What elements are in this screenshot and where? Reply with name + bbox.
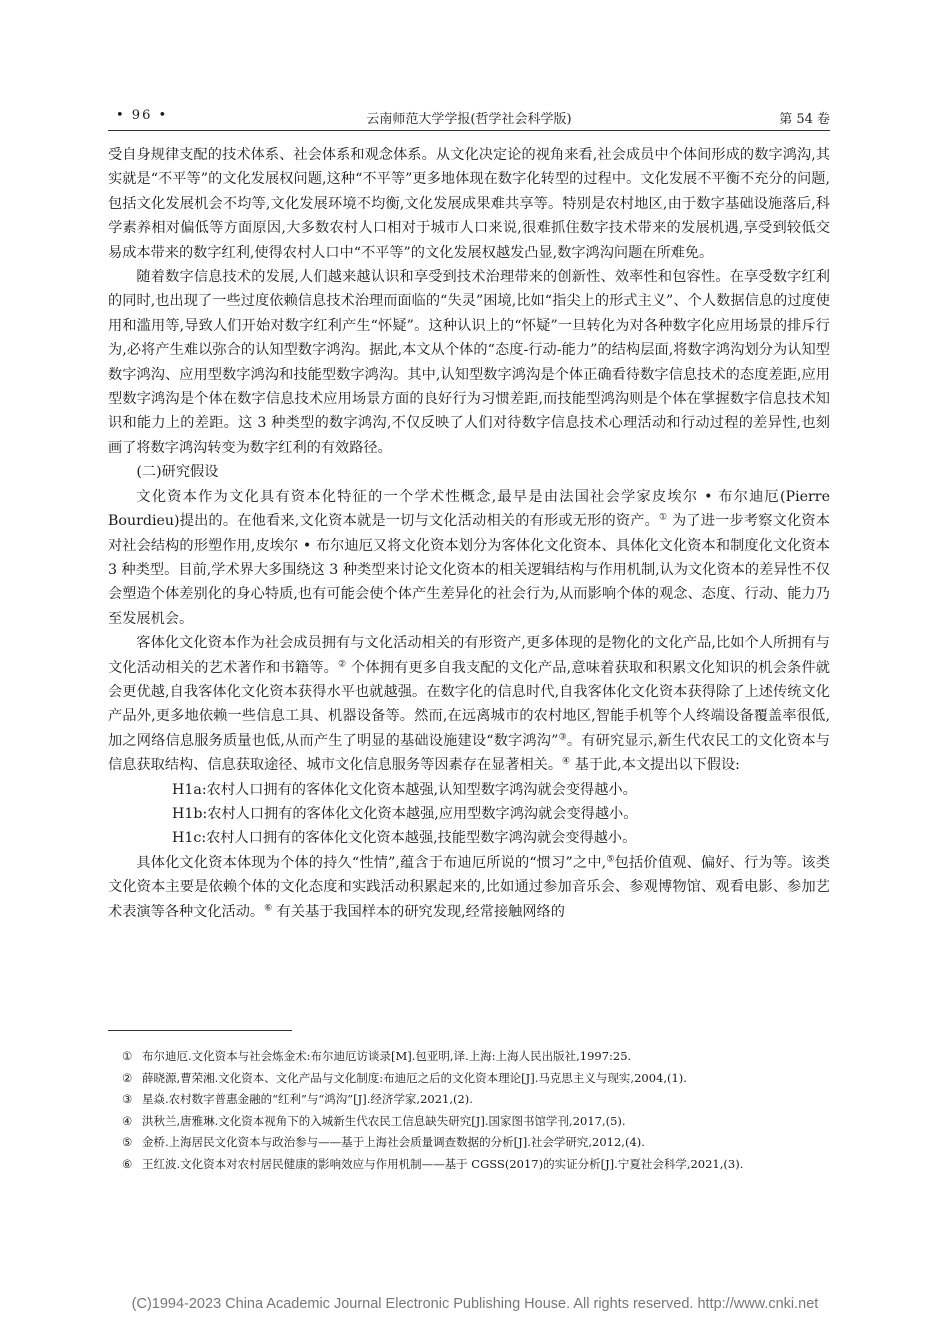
footnote-text: 星焱.农村数字普惠金融的“红利”与“鸿沟”[J].经济学家,2021,(2). — [142, 1092, 473, 1106]
footnote-ref-3[interactable]: ③ — [558, 732, 567, 743]
footnote-mark: ④ — [122, 1113, 133, 1128]
footnote-ref-1[interactable]: ① — [659, 512, 668, 523]
hypothesis-h1c: H1c:农村人口拥有的客体化文化资本越强,技能型数字鸿沟就会变得越小。 — [172, 830, 637, 847]
text-run: 个体拥有更多自我支配的文化产品,意味着获取和积累文化知识的机会条件就会更优越,自我客体化文化资本获得水平也就越强。在数字化的信息时代,自我客体化文化资本获得除了上述传统文化产品外,更多地依赖一些信息工具、机器设备等。然而,在远离城市的农村地区,智能手机等个人终端设备覆盖率很低,加之网络信息服务质量也低,从而产生了明显的基础设施建设“数字鸿沟” — [108, 659, 830, 749]
copyright-footer: (C)1994-2023 China Academic Journal Electronic Publishing House. All rights reserved. http://www.cnki.net — [131, 1296, 819, 1312]
paragraph-embodied-capital — [108, 851, 830, 924]
footnote-3 — [108, 1089, 830, 1111]
footnote-1 — [108, 1046, 830, 1068]
footnote-text: 金桥.上海居民文化资本与政治参与——基于上海社会质量调查数据的分析[J].社会学研究,2012,(4). — [142, 1135, 645, 1149]
text-run: 文化资本作为文化具有资本化特征的一个学术性概念,最早是由法国社会学家皮埃尔 • 布尔迪厄(Pierre Bourdieu)提出的。在他看来,文化资本就是一切与文化活动相关的有形或无形的资产。 — [108, 488, 830, 530]
footnote-text: 布尔迪厄.文化资本与社会炼金术:布尔迪厄访谈录[M].包亚明,译.上海:上海人民出版社,1997:25. — [142, 1049, 632, 1063]
running-header — [108, 106, 830, 131]
footnotes — [108, 1046, 830, 1175]
footnote-mark: ① — [122, 1049, 133, 1063]
footnote-mark: ⑤ — [122, 1135, 133, 1149]
footnote-ref-2[interactable]: ② — [338, 658, 347, 669]
footnote-mark: ③ — [122, 1092, 133, 1106]
footnote-text: 洪秋兰,唐雅琳.文化资本视角下的入城新生代农民工信息缺失研究[J].国家图书馆学刊,2017,(5). — [142, 1113, 626, 1128]
paragraph-cultural-capital — [108, 485, 830, 631]
footnote-4 — [108, 1111, 830, 1133]
hypothesis-h1b: H1b:农村人口拥有的客体化文化资本越强,应用型数字鸿沟就会变得越小。 — [172, 805, 638, 822]
text-run: 有关基于我国样本的研究发现,经常接触网络的 — [276, 903, 565, 920]
footnote-text: 薛晓源,曹荣湘.文化资本、文化产品与文化制度:布迪厄之后的文化资本理论[J].马克思主义与现实,2004,(1). — [142, 1070, 687, 1085]
text-run: 客体化文化资本作为社会成员拥有与文化活动相关的有形资产,更多体现的是物化的文化产品,比如个人所拥有与文化活动相关的艺术著作和书籍等。 — [108, 635, 830, 676]
text-run: 。有研究显示,新生代农民工的文化资本与信息获取结构、信息获取途径、城市文化信息服务等因素存在显著相关。 — [108, 732, 830, 774]
hypothesis-h1a: H1a:农村人口拥有的客体化文化资本越强,认知型数字鸿沟就会变得越小。 — [172, 781, 637, 798]
text-run: 为了进一步考察文化资本对社会结构的形塑作用,皮埃尔 • 布尔迪厄又将文化资本划分为客体化文化资本、具体化文化资本和制度化文化资本 3 种类型。目前,学术界大多围绕这 3 种类型来讨论文化资本的相关逻辑结构与作用机制,认为文化资本的差异性不仅会塑造个体差别化的身心特质,也有可能会使个体产生差异化的社会行为,从而影响个体的观念、态度、行动、能力乃至发展机会。 — [108, 513, 830, 627]
journal-title: 云南师范大学学报(哲学社会科学版) — [366, 112, 572, 127]
text-run: 包括价值观、偏好、行为等。该类文化资本主要是依赖个体的文化态度和实践活动积累起来的,比如通过参加音乐会、参观博物馆、观看电影、参加艺术表演等各种文化活动。 — [108, 854, 830, 920]
footnote-ref-5[interactable]: ⑤ — [606, 854, 615, 865]
paragraph-continued: 受自身规律支配的技术体系、社会体系和观念体系。从文化决定论的视角来看,社会成员中个体间形成的数字鸿沟,其实就是“不平等”的文化发展权问题,这种“不平等”更多地体现在数字化转型的过程中。文化发展不平衡不充分的问题,包括文化发展机会不均等,文化发展环境不均衡,文化发展成果难共享等。特别是农村地区,由于数字基础设施落后,科学素养相对偏低等方面原因,大多数农村人口相对于城市人口来说,很难抓住数字技术带来的发展机遇,享受到较低交易成本带来的数字红利,使得农村人口中“不平等”的文化发展权越发凸显,数字鸿沟问题在所难免。 — [108, 147, 830, 261]
paragraph-digital-divide-types: 随着数字信息技术的发展,人们越来越认识和享受到技术治理带来的创新性、效率性和包容性。在享受数字红利的同时,也出现了一些过度依赖信息技术治理而面临的“失灵”困境,比如“指尖上的形式主义”、个人数据信息的过度使用和滥用等,导致人们开始对数字红利产生“怀疑”。这种认识上的“怀疑”一旦转化为对各种数字化应用场景的排斥行为,必将产生难以弥合的认知型数字鸿沟。据此,本文从个体的“态度-行动-能力”的结构层面,将数字鸿沟划分为认知型数字鸿沟、应用型数字鸿沟和技能型数字鸿沟。其中,认知型数字鸿沟是个体正确看待数字信息技术的态度差距,应用型数字鸿沟是个体在数字信息技术应用场景方面的良好行为习惯差距,而技能型鸿沟则是个体在掌握数字信息技术知识和能力上的差距。这 3 种类型的数字鸿沟,不仅反映了人们对待数字信息技术心理活动和行动过程的差异性,也刻画了将数字鸿沟转变为数字红利的有效路径。 — [108, 269, 830, 456]
page-number: • 96 • — [116, 108, 169, 123]
footnote-5 — [108, 1132, 830, 1154]
paragraph-objectified-capital — [108, 631, 830, 777]
footnote-6 — [108, 1154, 830, 1176]
footnote-ref-4[interactable]: ④ — [562, 756, 571, 767]
text-run: 具体化文化资本体现为个体的持久“性情”,蕴含于布迪厄所说的“惯习”之中, — [136, 854, 607, 871]
footnote-mark: ⑥ — [122, 1156, 133, 1171]
volume-label: 第 54 卷 — [779, 112, 830, 127]
article-body — [108, 143, 830, 924]
section-heading-research-hypotheses: (二)研究假设 — [136, 464, 219, 481]
footnote-mark: ② — [122, 1070, 133, 1085]
footnote-text: 王红波.文化资本对农村居民健康的影响效应与作用机制——基于 CGSS(2017)的实证分析[J].宁夏社会科学,2021,(3). — [142, 1156, 744, 1171]
footnote-divider — [108, 1030, 292, 1031]
footnote-2 — [108, 1068, 830, 1090]
footnote-ref-6[interactable]: ⑥ — [264, 902, 273, 913]
text-run: 基于此,本文提出以下假设: — [574, 757, 740, 774]
